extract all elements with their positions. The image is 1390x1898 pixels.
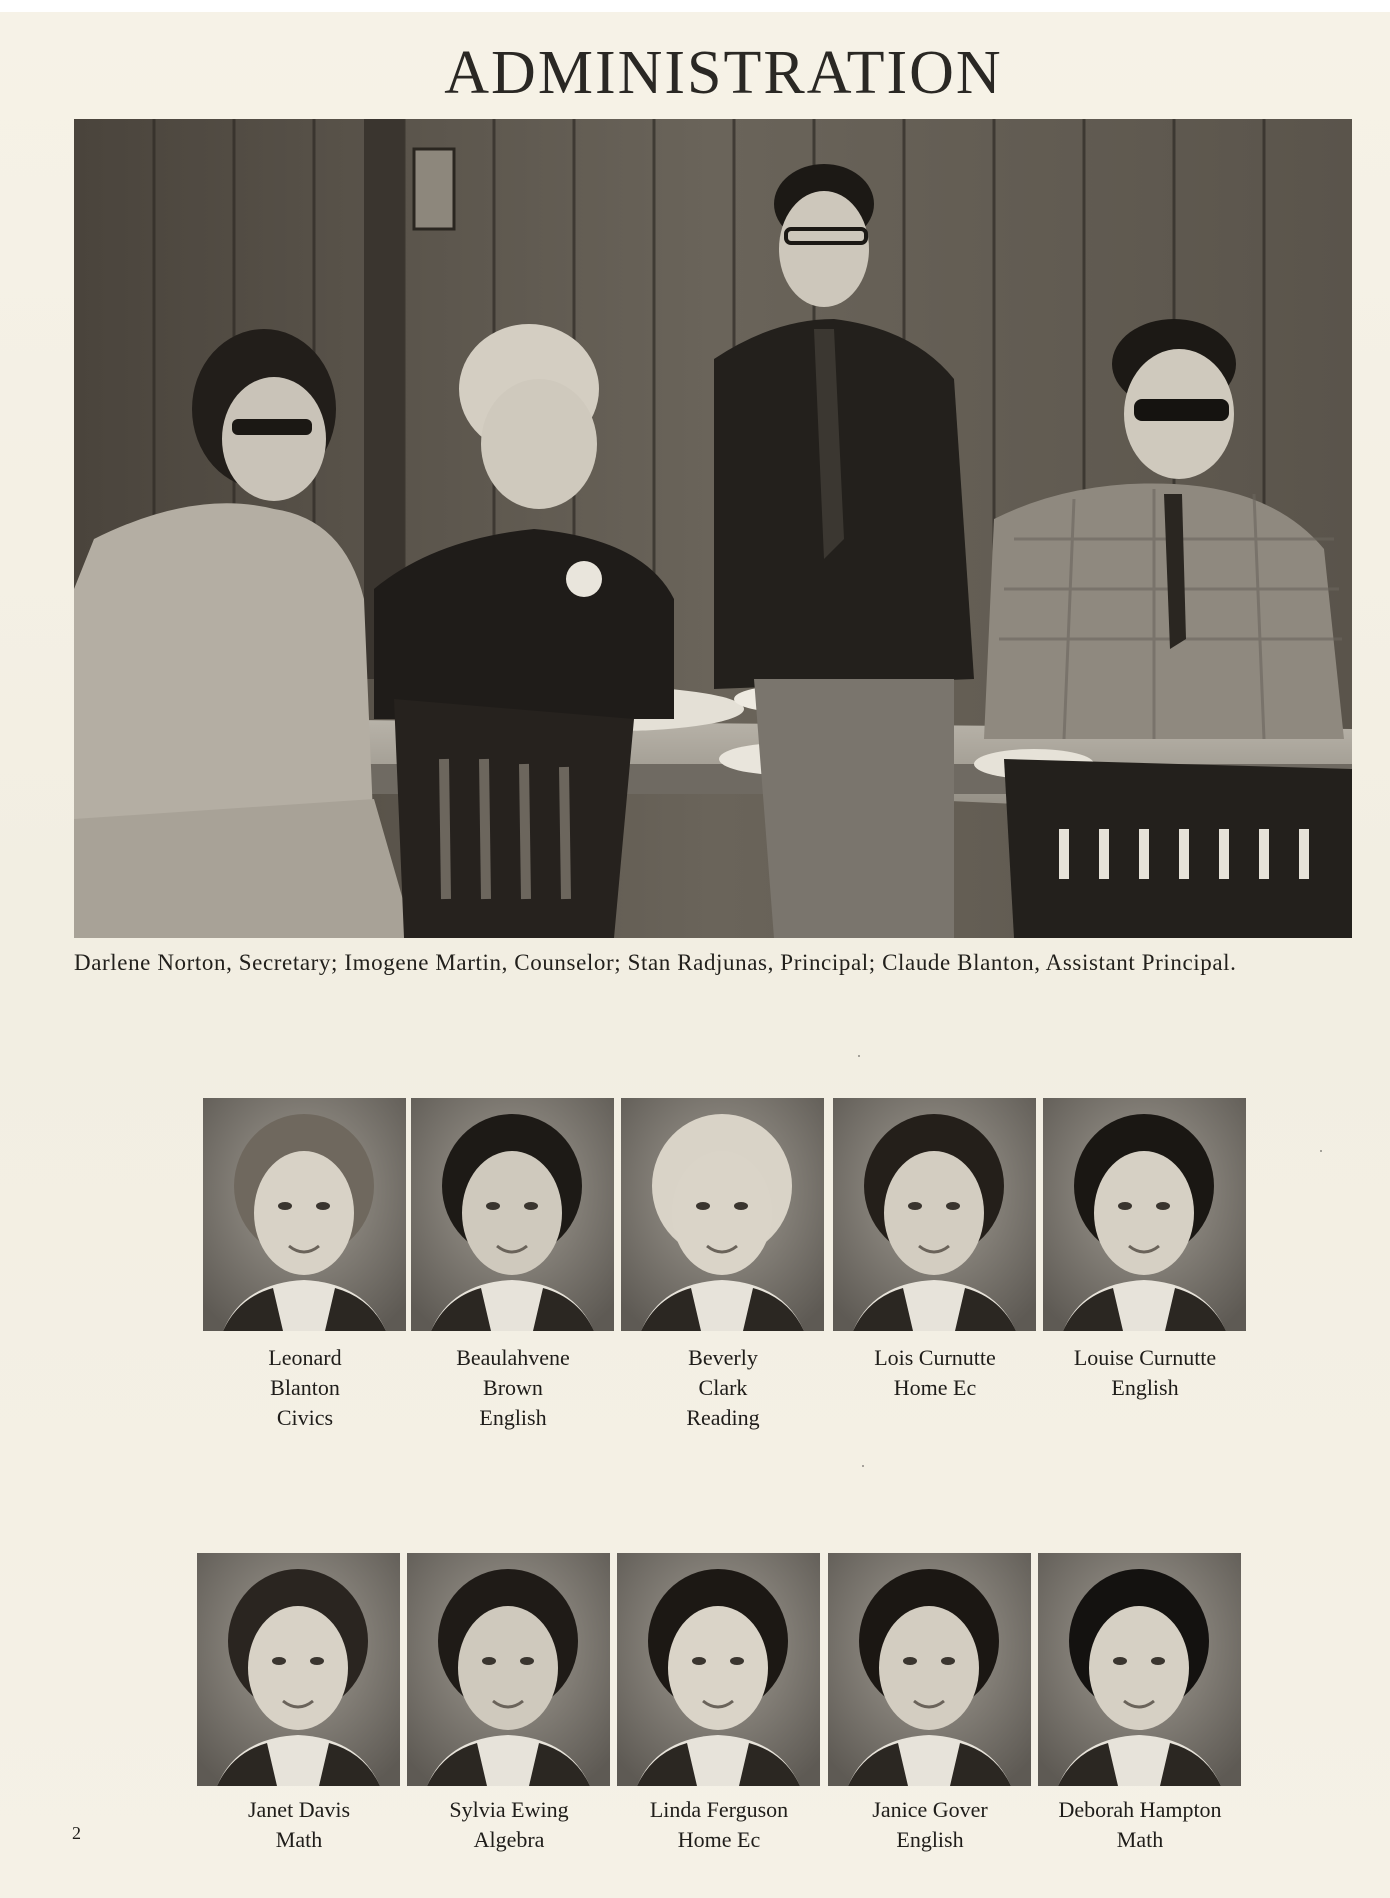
faculty-caption [614, 1795, 824, 1855]
faculty-caption [1035, 1795, 1245, 1855]
faculty-caption [200, 1343, 410, 1433]
faculty-subject: English [479, 1405, 547, 1430]
faculty-name-line: Beverly [688, 1345, 758, 1370]
group-photo-caption: Darlene Norton, Secretary; Imogene Martin, Counselor; Stan Radjunas, Principal; Claude Blanton, Assistant Principal. [74, 950, 1237, 975]
page-number: 2 [72, 1823, 81, 1843]
faculty-portrait [407, 1553, 610, 1786]
faculty-name-line: Sylvia Ewing [449, 1797, 569, 1822]
faculty-portrait [197, 1553, 400, 1786]
faculty-subject: Algebra [473, 1827, 545, 1852]
faculty-portrait [203, 1098, 406, 1331]
faculty-portrait [1038, 1553, 1241, 1786]
faculty-name-line: Blanton [270, 1375, 340, 1400]
faculty-subject: Reading [686, 1405, 760, 1430]
faculty-portrait [617, 1553, 820, 1786]
faculty-subject: Home Ec [677, 1827, 761, 1852]
faculty-name-line: Lois Curnutte [874, 1345, 996, 1370]
faculty-name-line: Linda Ferguson [649, 1797, 789, 1822]
faculty-name-line: Leonard [268, 1345, 342, 1370]
faculty-subject: Math [1116, 1827, 1164, 1852]
page-title: ADMINISTRATION [444, 39, 1003, 107]
faculty-subject: Math [275, 1827, 323, 1852]
faculty-caption [618, 1343, 828, 1433]
faculty-name-line: Deborah Hampton [1058, 1797, 1222, 1822]
faculty-caption [830, 1343, 1040, 1403]
faculty-portrait [411, 1098, 614, 1331]
faculty-portrait [833, 1098, 1036, 1331]
faculty-name-line: Janet Davis [247, 1797, 351, 1822]
faculty-name-line: Beaulahvene [456, 1345, 570, 1370]
administration-group-photo [74, 119, 1352, 938]
faculty-caption [194, 1795, 404, 1855]
faculty-caption [1040, 1343, 1250, 1403]
faculty-name-line: Brown [483, 1375, 543, 1400]
faculty-name-line: Janice Gover [872, 1797, 988, 1822]
faculty-portrait [1043, 1098, 1246, 1331]
faculty-name-line: Clark [698, 1375, 748, 1400]
faculty-subject: Civics [276, 1405, 334, 1430]
faculty-name-line: Louise Curnutte [1073, 1345, 1217, 1370]
faculty-subject: English [896, 1827, 964, 1852]
faculty-caption [404, 1795, 614, 1855]
page-top-edge [0, 0, 1390, 12]
faculty-subject: Home Ec [893, 1375, 977, 1400]
faculty-portrait [828, 1553, 1031, 1786]
faculty-caption [825, 1795, 1035, 1855]
faculty-portrait [621, 1098, 824, 1331]
faculty-subject: English [1111, 1375, 1179, 1400]
faculty-caption [408, 1343, 618, 1433]
